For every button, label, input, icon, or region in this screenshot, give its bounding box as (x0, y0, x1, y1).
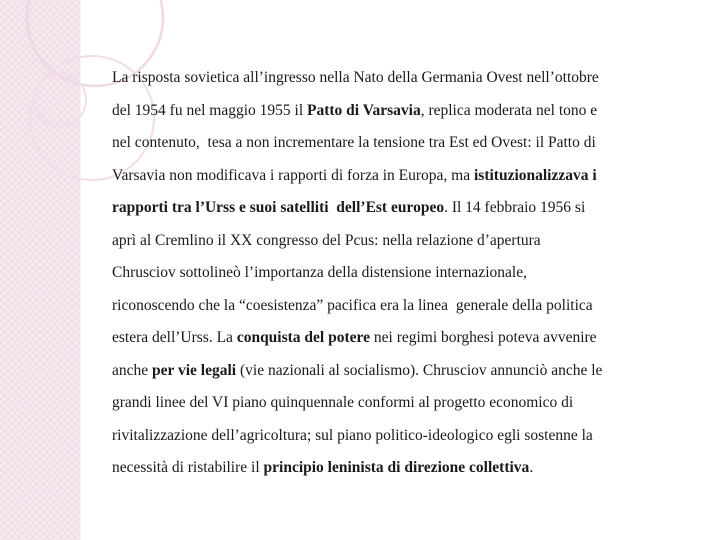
emphasis-principio-leninista: principio leninista di direzione collettiva (263, 459, 530, 476)
line-13-lead: necessità di ristabilire il (112, 459, 264, 476)
line-9-text (112, 322, 597, 355)
line-9-tail: nei regimi borghesi poteva avvenire (370, 329, 597, 346)
line-5-text (112, 192, 585, 225)
line-9-lead: estera dell’Urss. La (112, 329, 237, 346)
line-5-tail: . Il 14 febbraio 1956 si (444, 199, 586, 216)
text-line-5 (112, 192, 687, 225)
line-10-text (112, 355, 602, 388)
text-line-10 (112, 355, 687, 388)
line-4-lead: Varsavia non modificava i rapporti di forza in Europa, ma (112, 166, 474, 184)
slide-body-text (112, 62, 687, 485)
line-12-text: rivitalizzazione dell’agricoltura; sul piano politico-ideologico egli sostenne la (112, 426, 593, 444)
line-8-text: riconoscendo che la “coesistenza” pacifica era la linea generale della politica (112, 296, 593, 314)
text-line-8 (112, 290, 687, 323)
line-6-text: aprì al Cremlino il XX congresso del Pcus: nella relazione d’apertura (112, 231, 541, 249)
text-line-3 (112, 127, 687, 160)
text-line-7 (112, 257, 687, 290)
line-2-text (112, 95, 597, 128)
line-2-tail: , replica moderata nel tono e (420, 101, 598, 119)
emphasis-istituzionalizzava: istituzionalizzava i (473, 166, 597, 184)
text-line-6 (112, 225, 687, 258)
line-11-text: grandi linee del VI piano quinquennale conformi al progetto economico di (112, 394, 574, 411)
text-line-4 (112, 160, 687, 193)
emphasis-patto-di-varsavia: Patto di Varsavia (307, 101, 421, 119)
emphasis-rapporti-urss-satelliti: rapporti tra l’Urss e suoi satelliti dell’Est europeo (112, 199, 445, 216)
text-line-11 (112, 387, 687, 420)
text-line-1 (112, 62, 687, 95)
line-1-text: La risposta sovietica all’ingresso nella Nato della Germania Ovest nell’ottobre (112, 69, 599, 86)
line-13-tail: . (529, 459, 534, 476)
emphasis-conquista-del-potere: conquista del potere (236, 329, 371, 346)
line-3-text: nel contenuto, tesa a non incrementare la tensione tra Est ed Ovest: il Patto di (112, 134, 596, 151)
line-10-lead: anche (112, 361, 153, 379)
decorative-side-band (0, 0, 80, 540)
line-13-text (112, 452, 533, 485)
text-line-12 (112, 420, 687, 453)
text-line-9 (112, 322, 687, 355)
emphasis-per-vie-legali: per vie legali (152, 361, 237, 379)
line-10-tail: (vie nazionali al socialismo). Chrusciov annunciò anche le (236, 361, 603, 379)
text-line-13 (112, 452, 687, 485)
line-2-lead: del 1954 fu nel maggio 1955 il (112, 101, 308, 119)
text-line-2 (112, 95, 687, 128)
line-7-text: Chrusciov sottolineò l’importanza della distensione internazionale, (112, 264, 527, 281)
line-4-text (112, 160, 597, 193)
